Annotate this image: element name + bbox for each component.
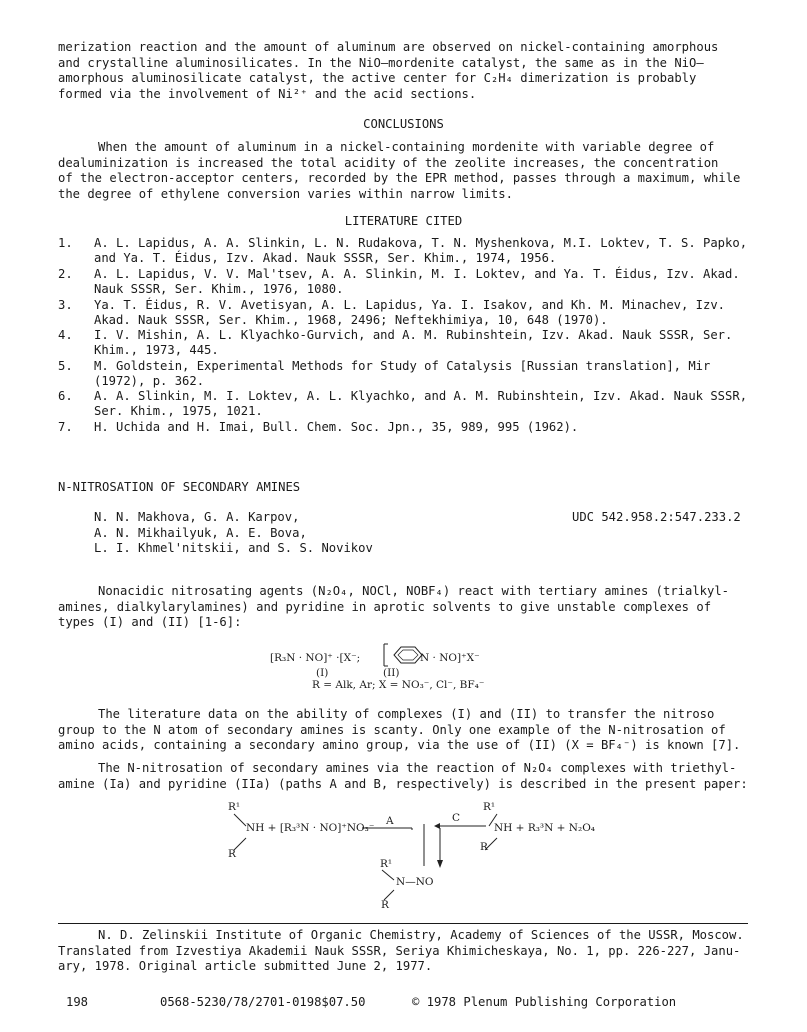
literature-heading: LITERATURE CITED — [344, 214, 463, 228]
body-line: types (I) and (II) [1-6]: — [58, 615, 242, 629]
complex-ii-formula: N · NO]⁺X⁻ — [420, 652, 480, 664]
r1-label-bottom: R¹ — [380, 858, 393, 870]
body-line: group to the N atom of secondary amines is scanty. Only one example of the N-nitrosation of — [58, 722, 726, 737]
reference-number: 7. — [58, 420, 73, 434]
reference-line: M. Goldstein, Experimental Methods for Study of Catalysis [Russian translation], Mir — [94, 359, 711, 373]
page-number: 198 — [66, 995, 89, 1009]
reference-number: 1. — [58, 236, 73, 250]
r-label-right: R — [480, 841, 488, 853]
reference-line: H. Uchida and H. Imai, Bull. Chem. Soc. Jpn., 35, 989, 995 (1962). — [94, 420, 579, 434]
path-c-label: C — [452, 812, 461, 824]
copyright-line: © 1978 Plenum Publishing Corporation — [412, 995, 677, 1009]
substituent-definitions: R = Alk, Ar; X = NO₃⁻, Cl⁻, BF₄⁻ — [312, 679, 485, 691]
udc-code: UDC 542.958.2:547.233.2 — [572, 510, 741, 524]
conclusions-heading: CONCLUSIONS — [363, 117, 444, 131]
body-line: Nonacidic nitrosating agents (N₂O₄, NOCl, NOBF₄) react with tertiary amines (trialkyl- — [98, 584, 730, 598]
reference-number: 6. — [58, 389, 73, 403]
body-line: amines, dialkylarylamines) and pyridine in aprotic solvents to give unstable complexes of — [58, 599, 712, 614]
r-label-bottom: R — [381, 899, 389, 911]
reference-line: Akad. Nauk SSSR, Ser. Khim., 1968, 2496; Neftekhimiya, 10, 648 (1970). — [94, 313, 608, 328]
label-i: (I) — [316, 667, 329, 679]
body-line: amine (Ia) and pyridine (IIa) (paths A and B, respectively) is described in the present paper: — [58, 776, 748, 791]
reference-line: A. A. Slinkin, M. I. Loktev, A. L. Klyachko, and A. M. Rubinshtein, Izv. Akad. Nauk SSSR, — [94, 389, 748, 403]
reference-number: 3. — [58, 298, 73, 312]
conclusions-paragraph — [58, 140, 748, 202]
reactant-formula: NH + [R₃³N · NO]⁺NO₃⁻ — [246, 822, 375, 834]
product-right-formula: NH + R₃³N + N₂O₄ — [494, 822, 596, 834]
reference-line: (1972), p. 362. — [94, 374, 205, 389]
article-code: 0568-5230/78/2701-0198$07.50 — [160, 995, 366, 1009]
conclusions-line: of the electron-acceptor centers, recorded by the EPR method, passes through a maximum, while — [58, 171, 741, 185]
reference-line: Nauk SSSR, Ser. Khim., 1976, 1080. — [94, 282, 344, 297]
intro-line: formed via the involvement of Ni²⁺ and the acid sections. — [58, 86, 477, 101]
label-ii: (II) — [383, 667, 400, 679]
r1-label: R¹ — [228, 801, 241, 813]
body-paragraph — [58, 584, 748, 631]
body-line: The N-nitrosation of secondary amines via the reaction of N₂O₄ complexes with triethyl- — [98, 761, 737, 775]
complex-i-formula: [R₃N · NO]⁺ ·[X⁻; — [270, 652, 361, 664]
body-line: amino acids, containing a secondary amino group, via the use of (II) (X = BF₄⁻) is known [7]. — [58, 738, 741, 752]
nitrosamine-formula: N—NO — [396, 876, 434, 888]
body-paragraph — [58, 707, 748, 754]
body-paragraph — [58, 761, 748, 792]
intro-line: merization reaction and the amount of aluminum are observed on nickel-containing amorphous — [58, 40, 719, 54]
conclusions-line: dealuminization is increased the total acidity of the zeolite increases, the concentration — [58, 155, 719, 170]
reference-line: Ser. Khim., 1975, 1021. — [94, 404, 263, 419]
r1-label-right: R¹ — [483, 801, 496, 813]
reference-line: Khim., 1973, 445. — [94, 343, 219, 358]
reference-line: Ya. T. Éidus, R. V. Avetisyan, A. L. Lapidus, Ya. I. Isakov, and Kh. M. Minachev, Izv. — [94, 298, 726, 312]
body-line: The literature data on the ability of complexes (I) and (II) to transfer the nitroso — [98, 707, 715, 721]
reference-number: 4. — [58, 328, 73, 342]
footnote-line: Translated from Izvestiya Akademii Nauk SSSR, Seriya Khimicheskaya, No. 1, pp. 226-227, Janu- — [58, 943, 741, 958]
reference-line: A. L. Lapidus, A. A. Slinkin, L. N. Rudakova, T. N. Myshenkova, M.I. Loktev, T. S. Papko, — [94, 236, 748, 250]
intro-paragraph — [58, 40, 748, 102]
footnote-line: N. D. Zelinskii Institute of Organic Chemistry, Academy of Sciences of the USSR, Moscow. — [98, 928, 744, 942]
footnote-line: ary, 1978. Original article submitted June 2, 1977. — [58, 959, 433, 973]
reference-number: 5. — [58, 359, 73, 373]
r-label: R — [228, 848, 236, 860]
reference-line: and Ya. T. Éidus, Izv. Akad. Nauk SSSR, Ser. Khim., 1974, 1956. — [94, 251, 557, 266]
reference-line: I. V. Mishin, A. L. Klyachko-Gurvich, and A. M. Rubinshtein, Izv. Akad. Nauk SSSR, Ser. — [94, 328, 733, 342]
reference-line: A. L. Lapidus, V. V. Mal'tsev, A. A. Slinkin, M. I. Loktev, and Ya. T. Éidus, Izv. Akad. — [94, 267, 740, 281]
author-line: N. N. Makhova, G. A. Karpov, — [94, 510, 300, 524]
footnote — [58, 928, 748, 975]
article-title: N-NITROSATION OF SECONDARY AMINES — [58, 480, 301, 494]
intro-line: and crystalline aluminosilicates. In the NiO—mordenite catalyst, the same as in the NiO— — [58, 55, 704, 70]
author-line: L. I. Khmel'nitskii, and S. S. Novikov — [94, 541, 373, 555]
author-line: A. N. Mikhailyuk, A. E. Bova, — [94, 525, 307, 540]
footnote-rule — [58, 923, 748, 924]
intro-line: amorphous aluminosilicate catalyst, the active center for C₂H₄ dimerization is probably — [58, 71, 697, 85]
conclusions-line: When the amount of aluminum in a nickel-containing mordenite with variable degree of — [98, 140, 715, 154]
path-a-label: A — [386, 815, 394, 827]
conclusions-line: the degree of ethylene conversion varies within narrow limits. — [58, 186, 513, 201]
author-list — [94, 510, 554, 557]
reference-number: 2. — [58, 267, 73, 281]
